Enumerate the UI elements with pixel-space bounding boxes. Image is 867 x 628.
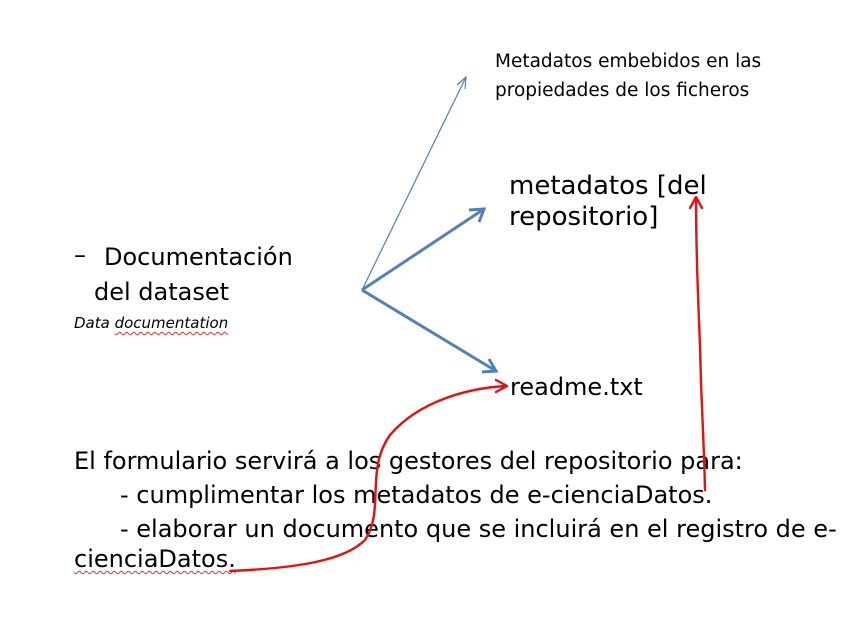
red-arrowhead-readme bbox=[496, 380, 507, 392]
arrow-to-readme bbox=[362, 290, 496, 371]
arrow-to-repository-metadata bbox=[362, 209, 484, 290]
dataset-doc-subtitle-word1: Data bbox=[74, 314, 110, 332]
dataset-doc-dash: – bbox=[74, 241, 86, 269]
arrowhead-repository-metadata bbox=[469, 209, 484, 222]
dataset-doc-line2: del dataset bbox=[94, 278, 230, 306]
form-intro-text: El formulario servirá a los gestores del repositorio para: bbox=[74, 447, 743, 475]
readme-label: readme.txt bbox=[510, 373, 643, 401]
repository-metadata-label bbox=[509, 171, 707, 233]
dataset-doc-line1: Documentación bbox=[104, 243, 293, 271]
arrowhead-embedded-metadata bbox=[457, 77, 466, 89]
form-bullet-2: - elaborar un documento que se incluirá en el registro de e- bbox=[120, 515, 837, 543]
repository-metadata-line2: repositorio] bbox=[509, 202, 659, 232]
arrow-to-embedded-metadata bbox=[362, 77, 466, 290]
form-bullet-2-continuation: cienciaDatos. bbox=[74, 545, 236, 573]
embedded-metadata-line2: propiedades de los ficheros bbox=[495, 80, 750, 101]
embedded-metadata-line1: Metadatos embebidos en las bbox=[495, 51, 762, 72]
embedded-metadata-note bbox=[495, 47, 761, 105]
dataset-doc-subtitle bbox=[74, 313, 228, 333]
dataset-doc-subtitle-word2: documentation bbox=[114, 314, 229, 332]
repository-metadata-line1: metadatos [del bbox=[509, 171, 707, 201]
form-bullet-1: - cumplimentar los metadatos de e-cienciaDatos. bbox=[120, 481, 713, 509]
arrowhead-readme bbox=[482, 359, 496, 372]
